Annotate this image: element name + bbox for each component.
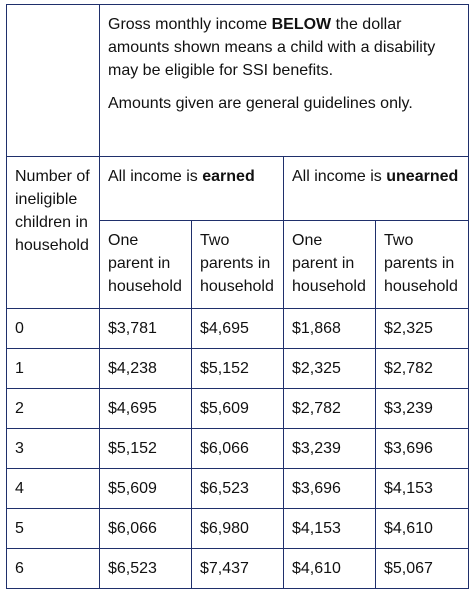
earned-one-parent-cell: $4,238 [100,349,192,389]
unearned-two-parents-cell: $2,325 [376,309,469,349]
children-count-cell: 4 [7,469,100,509]
unearned-two-parents-cell: $4,153 [376,469,469,509]
unearned-two-parents-cell: $2,782 [376,349,469,389]
unearned-one-parent-cell: $3,239 [284,429,376,469]
children-count-cell: 3 [7,429,100,469]
table-row [7,509,469,549]
intro-cell [100,5,469,157]
earned-two-parents-cell: $6,523 [192,469,284,509]
earned-income-header: All income is earned [100,157,284,221]
earned-one-parent-cell: $5,152 [100,429,192,469]
unearned-two-parents-cell: $5,067 [376,549,469,589]
earned-two-parents-cell: $4,695 [192,309,284,349]
earned-two-parents-cell: $6,066 [192,429,284,469]
children-count-cell: 1 [7,349,100,389]
number-of-children-header: Number of ineligible children in household [7,157,100,309]
earned-one-parent-cell: $6,523 [100,549,192,589]
ssi-income-table [6,4,469,589]
children-count-cell: 0 [7,309,100,349]
unearned-one-parent-cell: $4,610 [284,549,376,589]
unearned-income-header: All income is unearned [284,157,469,221]
unearned-two-parents-cell: $3,696 [376,429,469,469]
group-header-row [7,157,469,221]
earned-one-parent-cell: $4,695 [100,389,192,429]
intro-row [7,5,469,157]
unearned-one-parent-cell: $3,696 [284,469,376,509]
earned-one-parent-cell: $5,609 [100,469,192,509]
unearned-one-parent-header: One parent in household [284,221,376,309]
table-row [7,349,469,389]
unearned-one-parent-cell: $1,868 [284,309,376,349]
unearned-two-parents-cell: $4,610 [376,509,469,549]
blank-corner-cell [7,5,100,157]
table-row [7,309,469,349]
earned-one-parent-cell: $3,781 [100,309,192,349]
earned-two-parents-cell: $5,152 [192,349,284,389]
earned-two-parents-cell: $7,437 [192,549,284,589]
guideline-note: Amounts given are general guidelines only. [108,95,413,112]
intro-paragraph: Gross monthly income BELOW the dollar amounts shown means a child with a disability may be eligible for SSI benefits. [108,16,436,79]
unearned-one-parent-cell: $2,325 [284,349,376,389]
children-count-cell: 6 [7,549,100,589]
below-emphasis: BELOW [271,16,332,33]
table-row [7,389,469,429]
table-row [7,549,469,589]
table-row [7,469,469,509]
unearned-one-parent-cell: $2,782 [284,389,376,429]
table-row [7,429,469,469]
unearned-two-parents-cell: $3,239 [376,389,469,429]
earned-two-parents-cell: $5,609 [192,389,284,429]
earned-one-parent-header: One parent in household [100,221,192,309]
earned-two-parents-header: Two parents in household [192,221,284,309]
unearned-one-parent-cell: $4,153 [284,509,376,549]
children-count-cell: 2 [7,389,100,429]
unearned-two-parents-header: Two parents in household [376,221,469,309]
children-count-cell: 5 [7,509,100,549]
earned-two-parents-cell: $6,980 [192,509,284,549]
earned-one-parent-cell: $6,066 [100,509,192,549]
